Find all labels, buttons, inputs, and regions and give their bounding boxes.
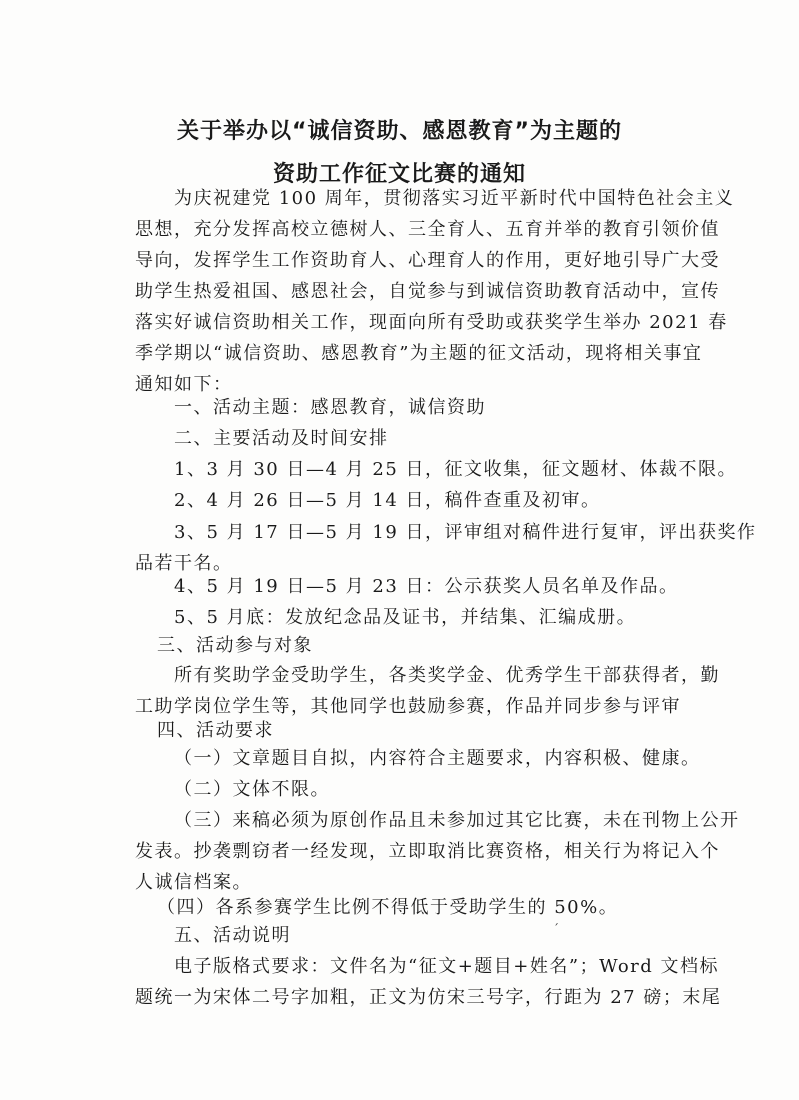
requirement-item-continued: 人诚信档案。 [135,872,252,893]
section-heading: 四、活动要求 [157,720,274,741]
document-title-line-2: 资助工作征文比赛的通知 [272,162,526,187]
body-line: 季学期以“诚信资助、感恩教育”为主题的征文活动，现将相关事宜 [135,343,703,364]
schedule-item: 2、4 月 26 日—5 月 14 日，稿件查重及初审。 [174,490,601,511]
requirement-item-continued: 发表。抄袭剽窃者一经发现，立即取消比赛资格，相关行为将记入个 [135,841,720,862]
body-line: 为庆祝建党 100 周年，贯彻落实习近平新时代中国特色社会主义 [174,188,735,209]
body-line: 所有奖助学金受助学生，各类奖学金、优秀学生干部获得者，勤 [174,665,720,686]
body-line: 工助学岗位学生等，其他同学也鼓励参赛，作品并同步参与评审 [135,696,681,717]
body-line: 助学生热爱祖国、感恩社会，自觉参与到诚信资助教育活动中，宣传 [135,281,720,302]
body-line: 思想，充分发挥高校立德树人、三全育人、五育并举的教育引领价值 [135,219,720,240]
section-heading: 五、活动说明 [174,925,291,946]
schedule-item: 4、5 月 19 日—5 月 23 日：公示获奖人员名单及作品。 [174,576,679,597]
schedule-item: 3、5 月 17 日—5 月 19 日，评审组对稿件进行复审，评出获奖作 [174,522,757,543]
body-line: 题统一为宋体二号字加粗，正文为仿宋三号字，行距为 27 磅；末尾 [135,987,722,1008]
section-heading: 一、活动主题：感恩教育，诚信资助 [174,397,486,418]
requirement-item: （四）各系参赛学生比例不得低于受助学生的 50%。 [157,897,619,918]
body-line: 通知如下： [135,374,233,395]
schedule-item: 1、3 月 30 日—4 月 25 日，征文收集，征文题材、体裁不限。 [174,459,737,480]
stray-pen-mark: ˊ [553,922,559,936]
requirement-item: （三）来稿必须为原创作品且未参加过其它比赛，未在刊物上公开 [174,810,740,831]
requirement-item: （一）文章题目自拟，内容符合主题要求，内容积极、健康。 [174,748,701,769]
schedule-item-continued: 品若干名。 [135,553,233,574]
requirement-item: （二）文体不限。 [174,779,330,800]
section-heading: 二、主要活动及时间安排 [174,428,389,449]
body-line: 导向，发挥学生工作资助育人、心理育人的作用，更好地引导广大受 [135,250,720,271]
document-title-line-1: 关于举办以“诚信资助、感恩教育”为主题的 [177,119,622,144]
schedule-item: 5、5 月底：发放纪念品及证书，并结集、汇编成册。 [174,607,637,628]
body-line: 落实好诚信资助相关工作，现面向所有受助或获奖学生举办 2021 春 [135,312,728,333]
section-heading: 三、活动参与对象 [157,635,313,656]
body-line: 电子版格式要求：文件名为“征文+题目+姓名”；Word 文档标 [174,956,720,977]
